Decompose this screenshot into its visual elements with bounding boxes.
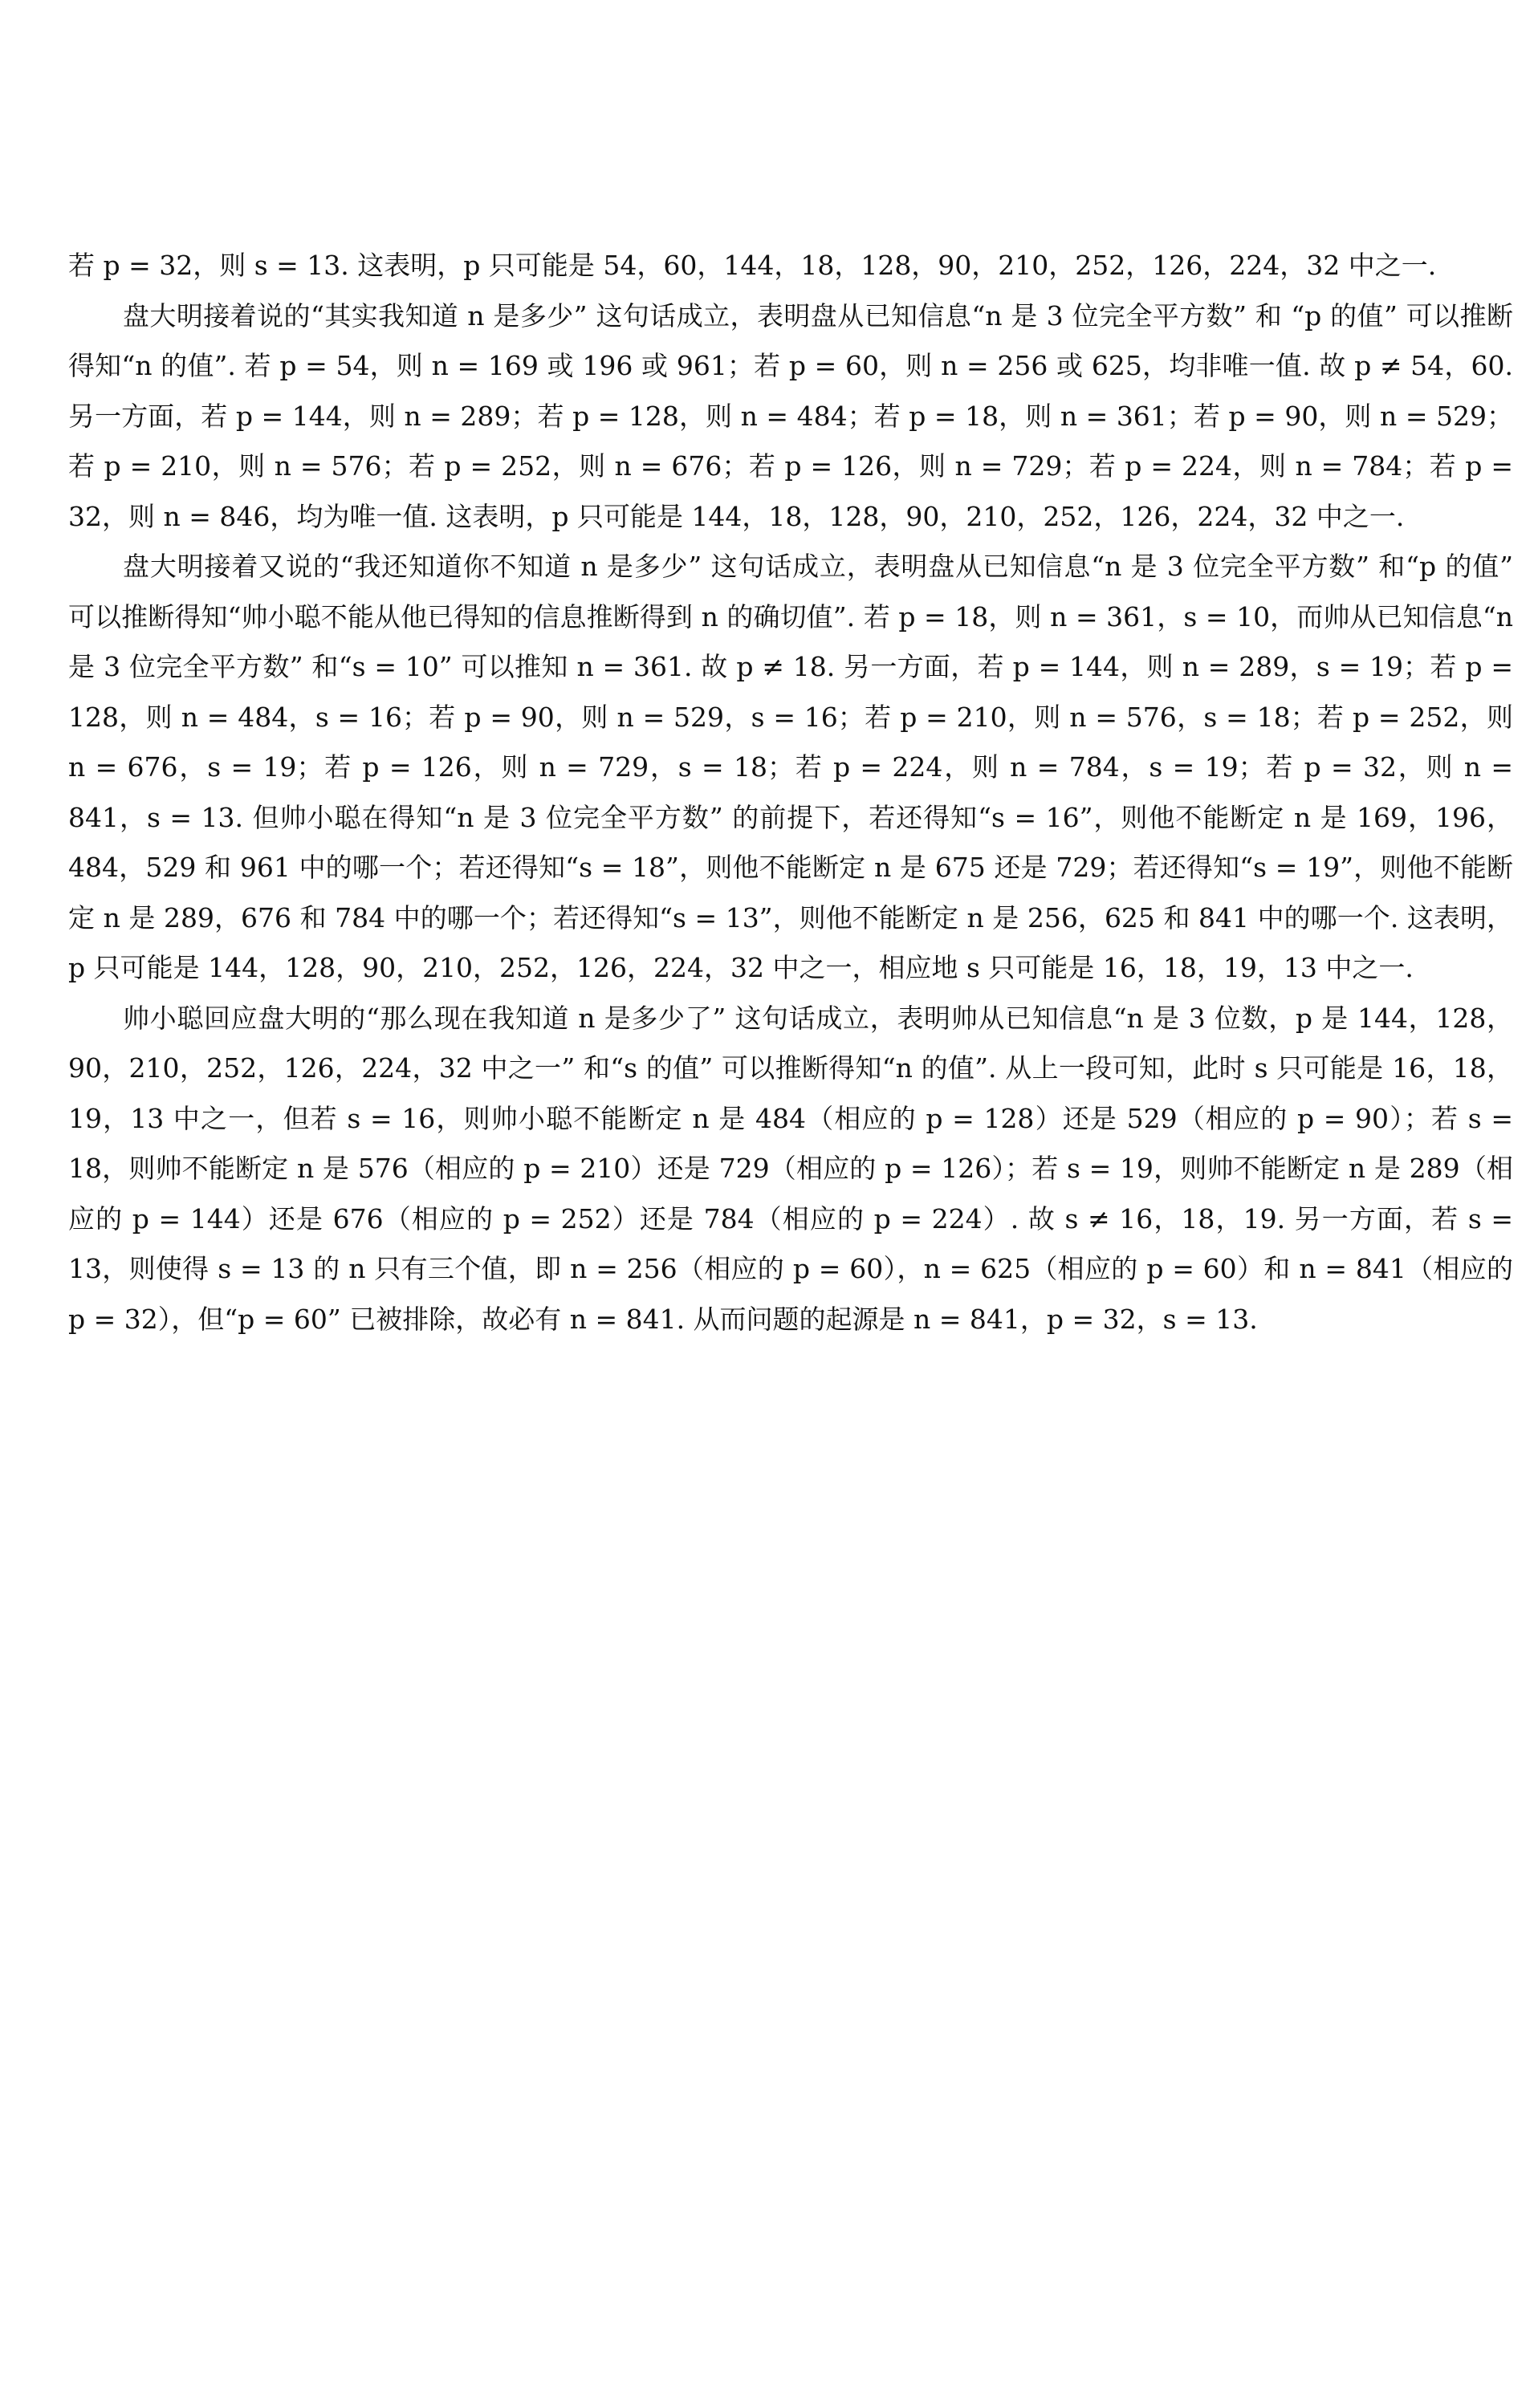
paragraph-shuai-reply: 帅小聪回应盘大明的“那么现在我知道 n 是多少了” 这句话成立，表明帅从已知信息“n 是 3 位数，p 是 144，128，90，210，252，126，224，32 中之一” 和“s 的值” 可以推断得知“n 的值”. 从上一段可知，此时 s 只可能是 16，18，19，13 中之一，但若 s = 16，则帅小聪不能断定 n 是 484（相应的 p = 128）还是 529（相应的 p = 90）；若 s = 18，则帅不能断定 n 是 576（相应的 p = 210）还是 729（相应的 p = 126）；若 s = 19，则帅不能断定 n 是 289（相应的 p = 144）还是 676（相应的 p = 252）还是 784（相应的 p = 224）. 故 s ≠ 16，18，19. 另一方面，若 s = 13，则使得 s = 13 的 n 只有三个值，即 n = 256（相应的 p = 60），n = 625（相应的 p = 60）和 n = 841（相应的 p = 32），但“p = 60” 已被排除，故必有 n = 841. 从而问题的起源是 n = 841，p = 32，s = 13.	[68, 1002, 1513, 1335]
paragraph-pan-knows-n: 盘大明接着说的“其实我知道 n 是多少” 这句话成立，表明盘从已知信息“n 是 3 位完全平方数” 和 “p 的值” 可以推断得知“n 的值”. 若 p = 54，则 n = 169 或 196 或 961；若 p = 60，则 n = 256 或 625，均非唯一值. 故 p ≠ 54，60. 另一方面，若 p = 144，则 n = 289；若 p = 128，则 n = 484；若 p = 18，则 n = 361；若 p = 90，则 n = 529；若 p = 210，则 n = 576；若 p = 252，则 n = 676；若 p = 126，则 n = 729；若 p = 224，则 n = 784；若 p = 32，则 n = 846，均为唯一值. 这表明，p 只可能是 144，18，128，90，210，252，126，224，32 中之一.	[68, 299, 1513, 532]
paragraph-continuation: 若 p = 32，则 s = 13. 这表明，p 只可能是 54，60，144，18，128，90，210，252，126，224，32 中之一.	[68, 250, 1437, 281]
paragraph-pan-knows-shuai-doesnt: 盘大明接着又说的“我还知道你不知道 n 是多少” 这句话成立，表明盘从已知信息“n 是 3 位完全平方数” 和“p 的值” 可以推断得知“帅小聪不能从他已得知的信息推断得到 n 的确切值”. 若 p = 18，则 n = 361，s = 10，而帅从已知信息“n 是 3 位完全平方数” 和“s = 10” 可以推知 n = 361. 故 p ≠ 18. 另一方面，若 p = 144，则 n = 289，s = 19；若 p = 128，则 n = 484，s = 16；若 p = 90，则 n = 529，s = 16；若 p = 210，则 n = 576，s = 18；若 p = 252，则 n = 676，s = 19；若 p = 126，则 n = 729，s = 18；若 p = 224，则 n = 784，s = 19；若 p = 32，则 n = 841，s = 13. 但帅小聪在得知“n 是 3 位完全平方数” 的前提下，若还得知“s = 16”，则他不能断定 n 是 169，196，484，529 和 961 中的哪一个；若还得知“s = 18”，则他不能断定 n 是 675 还是 729；若还得知“s = 19”，则他不能断定 n 是 289，676 和 784 中的哪一个；若还得知“s = 13”，则他不能断定 n 是 256，625 和 841 中的哪一个. 这表明，p 只可能是 144，128，90，210，252，126，224，32 中之一，相应地 s 只可能是 16，18，19，13 中之一.	[68, 551, 1513, 983]
document-body	[68, 241, 1513, 1344]
